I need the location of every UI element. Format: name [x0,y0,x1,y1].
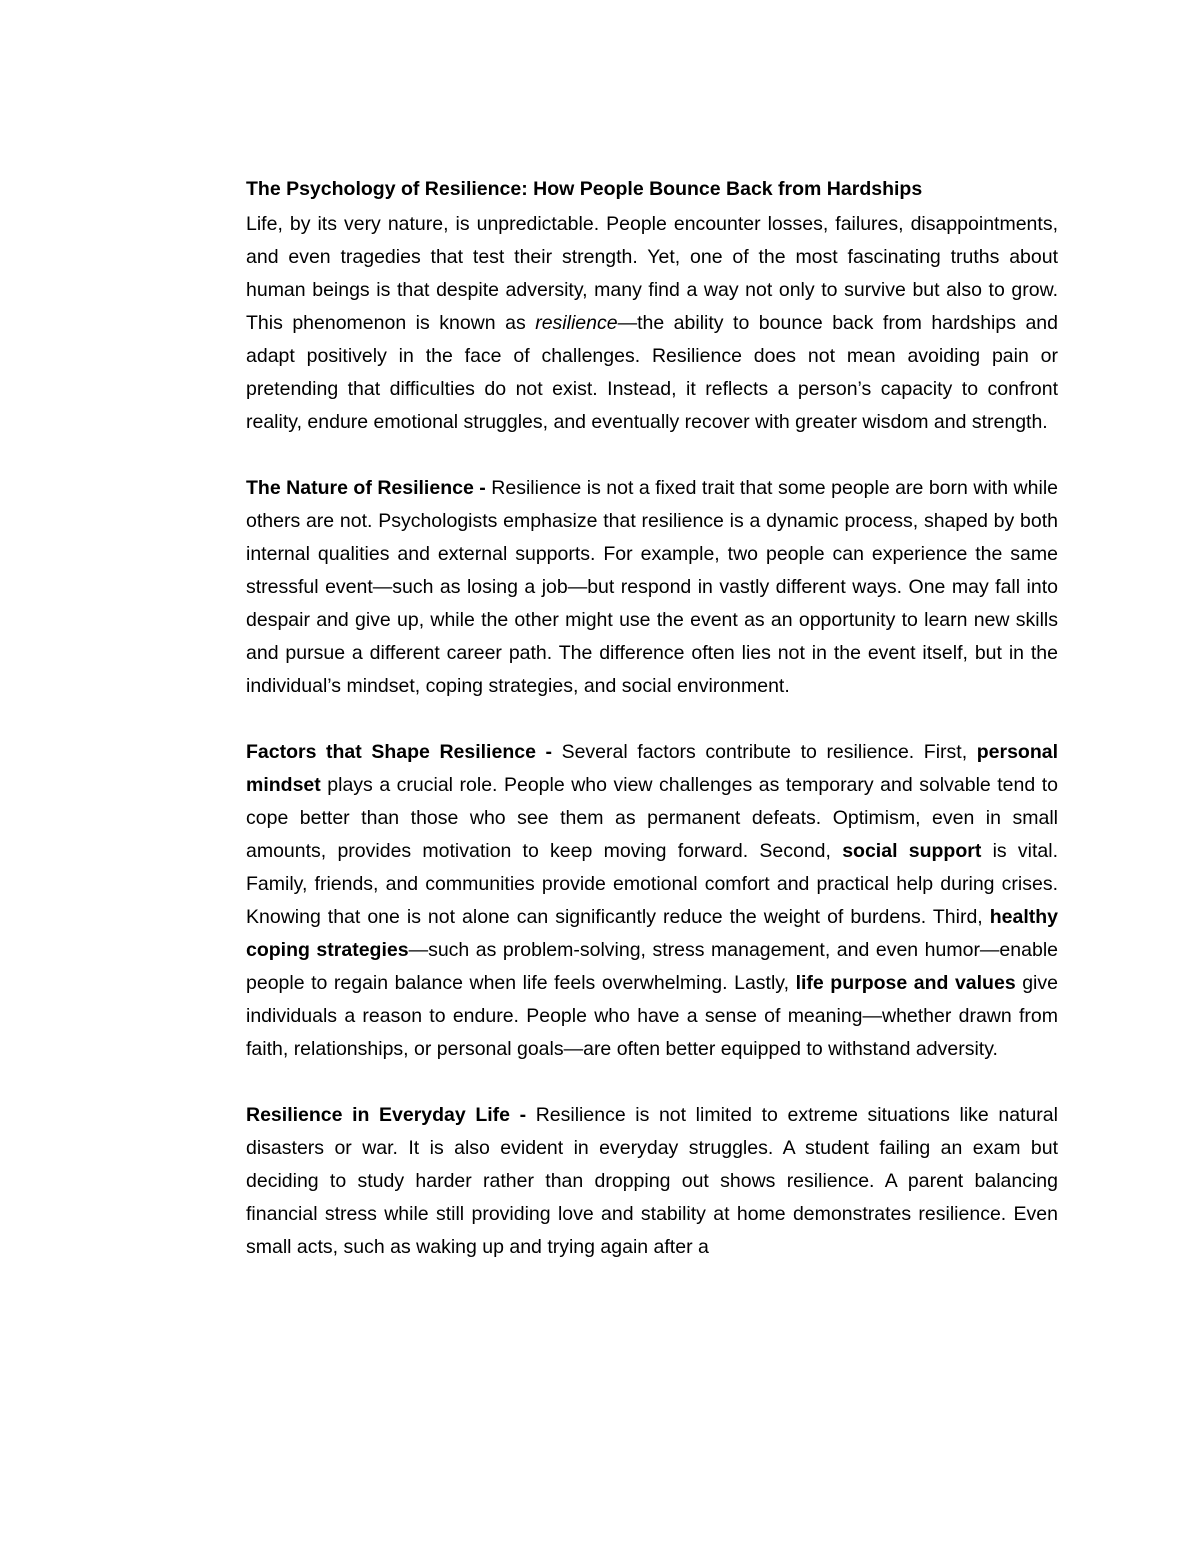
intro-paragraph [246,208,1058,439]
nature-heading: The Nature of Resilience - [246,477,492,499]
keyword-personal-mindset: personal mindset [246,741,1058,796]
intro-text-2: —the ability to bounce back from hardships and adapt positively in the face of challenges. Resilience does not mean avoiding pain or pretending that difficulties do not exist. Instead, it reflects a person’s capacity to confront reality, endure emotional struggles, and eventually recover with greater wisdom and strength. [246,312,1058,433]
intro-text-1: Life, by its very nature, is unpredictable. People encounter losses, failures, disappointments, and even tragedies that test their strength. Yet, one of the most fascinating truths about human beings is that despite adversity, many find a way not only to survive but also to grow. This phenomenon is known as [246,213,1058,334]
factors-text-4: —such as problem-solving, stress management, and even humor—enable people to regain balance when life feels overwhelming. Lastly, [246,939,1058,994]
document-title: The Psychology of Resilience: How People Bounce Back from Hardships [246,178,923,200]
factors-text-5: give individuals a reason to endure. People who have a sense of meaning—whether drawn from faith, relationships, or personal goals—are often better equipped to withstand adversity. [246,972,1058,1060]
factors-text-2: plays a crucial role. People who view challenges as temporary and solvable tend to cope better than those who see them as permanent defeats. Optimism, even in small amounts, provides motivation to keep moving forward. Second, [246,774,1058,862]
keyword-life-purpose: life purpose and values [795,972,1016,994]
everyday-body: Resilience is not limited to extreme situations like natural disasters or war. It is also evident in everyday struggles. A student failing an exam but deciding to study harder rather than dropping out shows resilience. A parent balancing financial stress while still providing love and stability at home demonstrates resilience. Even small acts, such as waking up and trying again after a [246,1104,1058,1258]
everyday-heading: Resilience in Everyday Life - [246,1104,536,1126]
intro-term: resilience [535,312,618,334]
keyword-social-support: social support [842,840,982,862]
factors-text-3: is vital. Family, friends, and communities provide emotional comfort and practical help during crises. Knowing that one is not alone can significantly reduce the weight of burdens. Third, [246,840,1058,928]
factors-text-1: Several factors contribute to resilience. First, [561,741,977,763]
keyword-healthy-coping: healthy coping strategies [246,906,1058,961]
nature-paragraph [246,472,1058,703]
everyday-paragraph [246,1099,1058,1264]
nature-body: Resilience is not a fixed trait that some people are born with while others are not. Psychologists emphasize that resilience is a dynamic process, shaped by both internal qualities and external supports. For example, two people can experience the same stressful event—such as losing a job—but respond in vastly different ways. One may fall into despair and give up, while the other might use the event as an opportunity to learn new skills and pursue a different career path. The difference often lies not in the event itself, but in the individual’s mindset, coping strategies, and social environment. [246,477,1058,697]
document-page [246,170,1058,1297]
factors-paragraph [246,736,1058,1066]
factors-heading: Factors that Shape Resilience - [246,741,562,763]
